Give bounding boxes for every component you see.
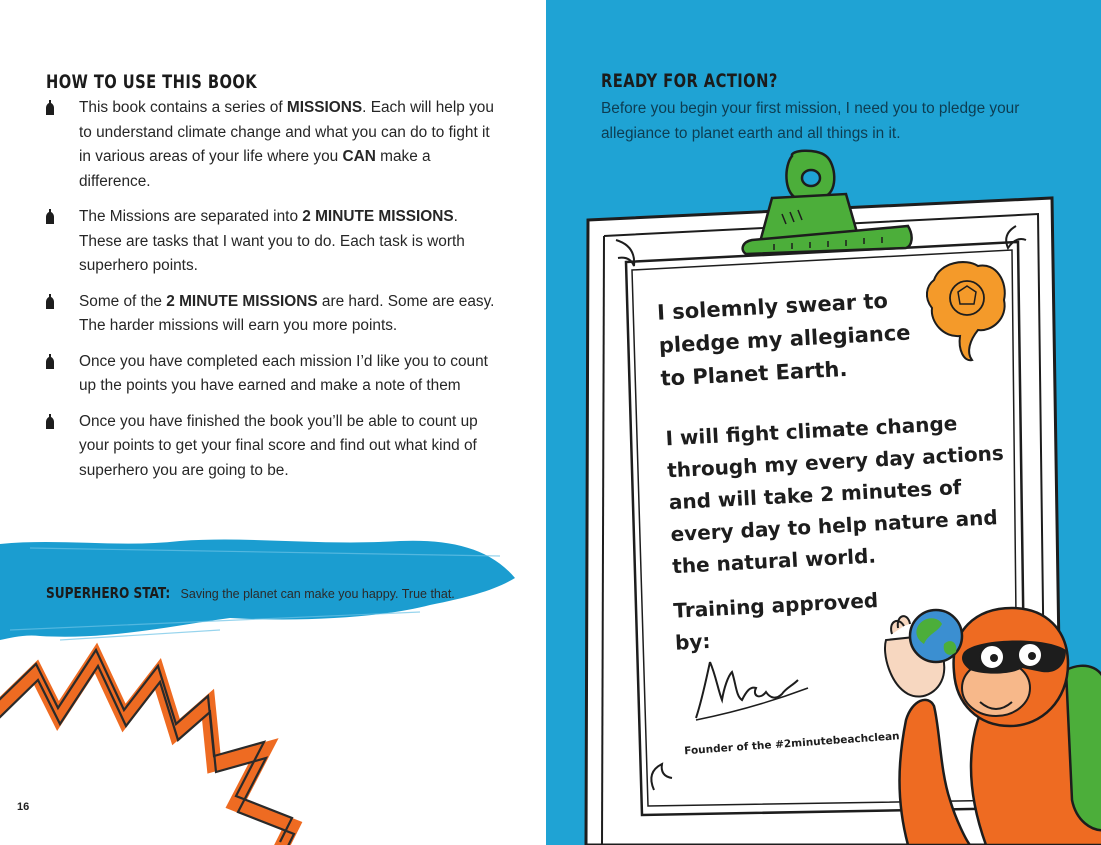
stat-text: Saving the planet can make you happy. True that. xyxy=(180,587,455,601)
bullet-text: are hard. Some are easy. The harder missions will earn you more points. xyxy=(79,292,495,334)
bullet-bold-text: 2 MINUTE MISSIONS xyxy=(166,292,318,310)
bullet-text: . These are tasks that I want you to do. Each task is worth superhero points. xyxy=(79,208,465,274)
pledge-line: and will take 2 minutes of xyxy=(668,474,963,515)
blue-brush-stroke xyxy=(0,0,546,845)
superhero-stat xyxy=(46,584,455,603)
pledge-line: I solemnly swear to xyxy=(656,288,889,325)
bullet-bold-text: 2 MINUTE MISSIONS xyxy=(302,208,454,225)
pledge-line: I will fight climate change xyxy=(664,411,958,451)
approved-line: by: xyxy=(674,628,712,655)
pledge-line: every day to help nature and xyxy=(669,505,999,547)
clipboard-clip xyxy=(743,151,912,254)
stat-title: SUPERHERO STAT: xyxy=(46,584,171,602)
bullet-bold-text: MISSIONS xyxy=(286,99,363,116)
bullet-text: This book contains a series of xyxy=(79,99,287,116)
page-number: 16 xyxy=(17,801,30,813)
approved-line: Training approved xyxy=(672,588,879,623)
pledge-line: through my every day actions xyxy=(666,440,1005,483)
bullet-text: Some of the xyxy=(79,292,167,310)
right-page xyxy=(546,0,1101,845)
pledge-line: to Planet Earth. xyxy=(660,356,848,391)
ready-for-action-heading: READY FOR ACTION? xyxy=(601,70,778,92)
orangutan-illustration xyxy=(885,608,1101,845)
pledge-clipboard xyxy=(546,0,1101,845)
left-page xyxy=(0,0,546,845)
bullet-bold-text: CAN xyxy=(342,148,376,165)
bullet-text: make a difference. xyxy=(79,148,431,190)
bullet-text: The Missions are separated into xyxy=(79,208,303,225)
bullet-text: Once you have finished the book you’ll be able to count up your points to get your final score and find out what kind of superhero you are going to be. xyxy=(79,412,478,479)
how-to-use-heading: HOW TO USE THIS BOOK xyxy=(46,71,258,93)
bullet-text: Once you have completed each mission I’d like you to count up the points you have earned and make a note of them xyxy=(79,352,488,394)
pledge-line: pledge my allegiance xyxy=(658,320,912,358)
bullet-text: . Each will help you to understand climate change and what you can do to fight it in various areas of your life where you xyxy=(79,99,494,165)
founder-text: Founder of the #2minutebeachclean xyxy=(683,730,900,758)
intro-text: Before you begin your first mission, I need you to pledge your allegiance to planet earth and all things in it. xyxy=(601,100,1020,142)
pledge-line: the natural world. xyxy=(671,543,877,579)
